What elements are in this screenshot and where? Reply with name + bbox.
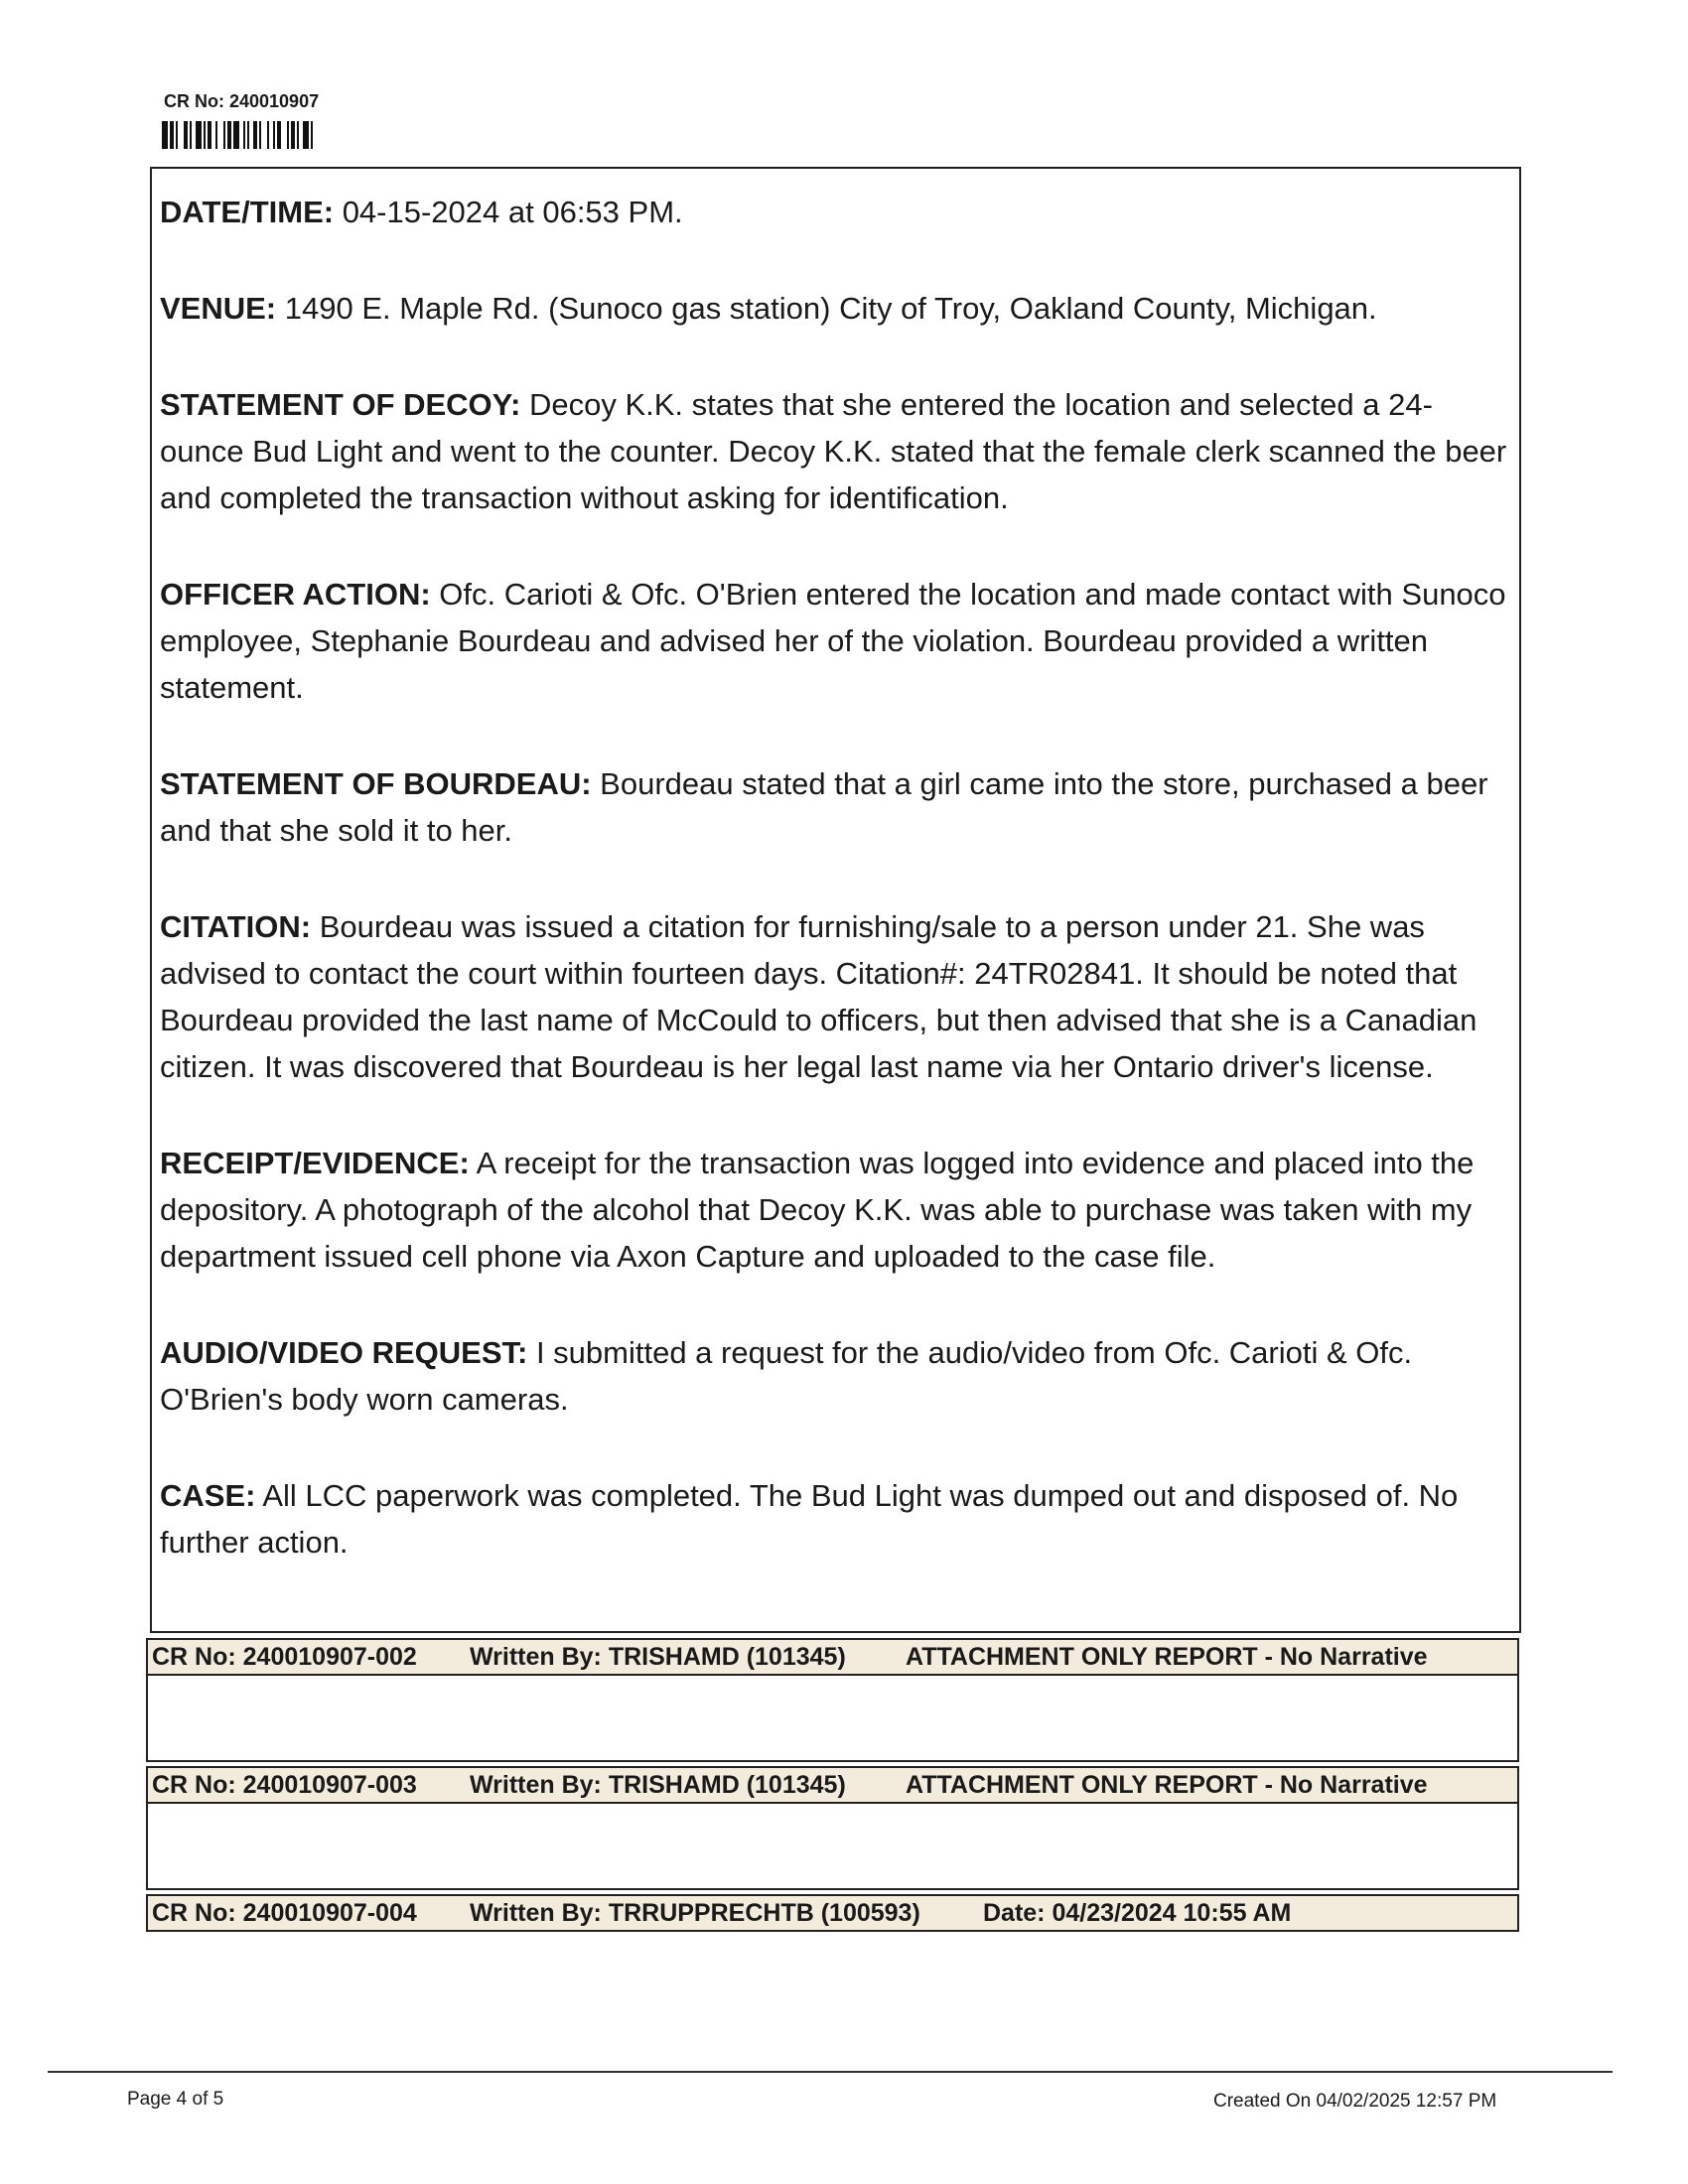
created-on: Created On 04/02/2025 12:57 PM: [1213, 2091, 1497, 2112]
report-header-002: [146, 1638, 1519, 1676]
report-note: ATTACHMENT ONLY REPORT - No Narrative: [906, 1771, 1428, 1799]
header-cr-number: CR No: 240010907: [164, 91, 320, 111]
report-written-by: Written By: TRRUPPRECHTB (100593): [470, 1899, 920, 1927]
report-written-by: Written By: TRISHAMD (101345): [470, 1771, 846, 1799]
report-written-by: Written By: TRISHAMD (101345): [470, 1643, 846, 1671]
report-body-002: [146, 1676, 1519, 1762]
narrative-statement-of-decoy: STATEMENT OF DECOY: Decoy K.K. states that she entered the location and selected a 24-ounce Bud Light and went to the counter. Decoy K.K. stated that the female clerk scanned the beer and completed the transaction without asking for identification.: [160, 387, 1507, 515]
narrative-citation: CITATION: Bourdeau was issued a citation for furnishing/sale to a person under 21. She was advised to contact the court within fourteen days. Citation#: 24TR02841. It should be noted that Bourdeau provided the last name of McCould to officers, but then advised that she is a Canadian citizen. It was discovered that Bourdeau is her legal last name via her Ontario driver's license.: [160, 909, 1477, 1084]
narrative-date-time: DATE/TIME: 04-15-2024 at 06:53 PM.: [160, 195, 683, 229]
report-header-004: [146, 1894, 1519, 1932]
footer-divider: [48, 2071, 1613, 2073]
report-cr-number: CR No: 240010907-002: [152, 1643, 417, 1671]
report-cr-number: CR No: 240010907-004: [152, 1899, 417, 1927]
report-date: Date: 04/23/2024 10:55 AM: [983, 1899, 1292, 1927]
narrative-venue: VENUE: 1490 E. Maple Rd. (Sunoco gas station) City of Troy, Oakland County, Michigan.: [160, 291, 1377, 326]
narrative-case: CASE: All LCC paperwork was completed. The Bud Light was dumped out and disposed of. No further action.: [160, 1478, 1459, 1560]
report-body-003: [146, 1804, 1519, 1890]
narrative-statement-of-bourdeau: STATEMENT OF BOURDEAU: Bourdeau stated that a girl came into the store, purchased a beer and that she sold it to her.: [160, 766, 1488, 848]
narrative-audio-video-request: AUDIO/VIDEO REQUEST: I submitted a request for the audio/video from Ofc. Carioti & Ofc. O'Brien's body worn cameras.: [160, 1335, 1413, 1417]
report-header-003: [146, 1766, 1519, 1804]
narrative-box: [150, 167, 1521, 1633]
page-number: Page 4 of 5: [127, 2089, 224, 2110]
narrative-officer-action: OFFICER ACTION: Ofc. Carioti & Ofc. O'Brien entered the location and made contact with Sunoco employee, Stephanie Bourdeau and advised her of the violation. Bourdeau provided a written statement.: [160, 577, 1506, 705]
barcode: [162, 121, 426, 149]
report-cr-number: CR No: 240010907-003: [152, 1771, 417, 1799]
report-note: ATTACHMENT ONLY REPORT - No Narrative: [906, 1643, 1428, 1671]
narrative-receipt-evidence: RECEIPT/EVIDENCE: A receipt for the transaction was logged into evidence and placed into the depository. A photograph of the alcohol that Decoy K.K. was able to purchase was taken with my department issued cell phone via Axon Capture and uploaded to the case file.: [160, 1146, 1475, 1274]
